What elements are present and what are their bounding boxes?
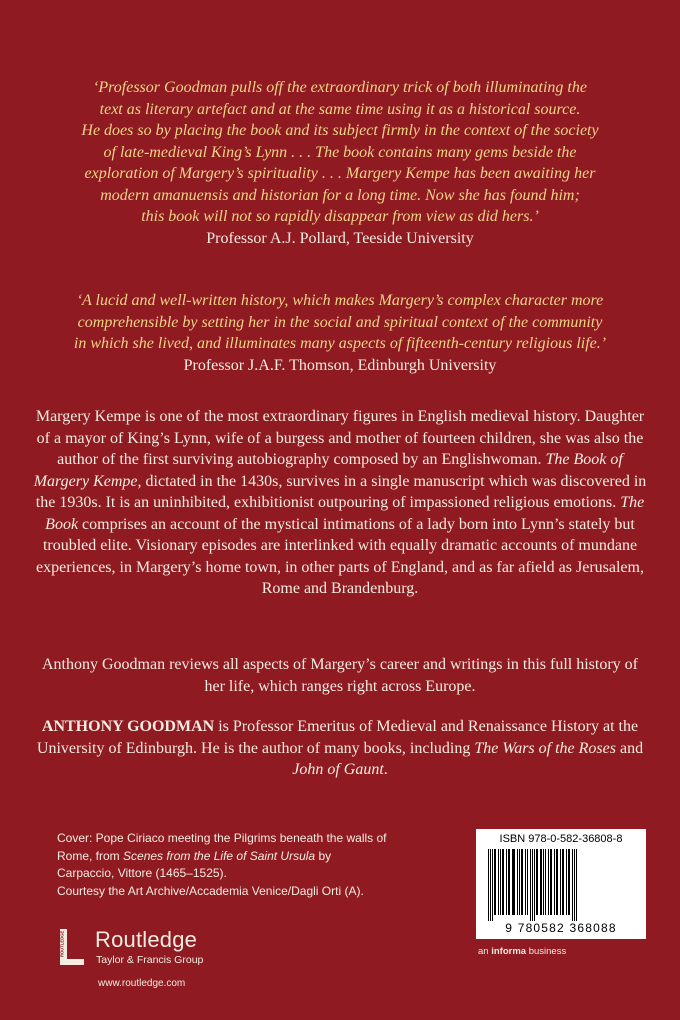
quote-line: in which she lived, and illuminates many aspects of fifteenth-century religious life.’ xyxy=(73,335,607,352)
text-run: Cover: Pope Ciriaco meeting the Pilgrims beneath the walls of Rome, from xyxy=(57,831,387,863)
book-title: The Book xyxy=(45,494,645,533)
barcode-bar xyxy=(536,849,538,915)
informa-tagline xyxy=(478,946,566,957)
quote-line: ‘A lucid and well-written history, which makes Margery’s complex character more xyxy=(76,292,604,309)
quote-line: of late-medieval King’s Lynn . . . The book contains many gems beside the xyxy=(103,143,577,161)
quote-attribution: Professor J.A.F. Thomson, Edinburgh University xyxy=(183,356,497,374)
barcode-bar xyxy=(532,849,533,921)
barcode-bar xyxy=(540,849,542,915)
isbn-label: ISBN 978-0-582-36808-8 xyxy=(499,833,623,845)
book-title: The Wars of the Roses xyxy=(474,739,616,757)
text-run: by Carpaccio, Vittore (1465–1525). xyxy=(57,848,332,880)
barcode-bar xyxy=(525,849,526,915)
routledge-mark-icon xyxy=(57,927,87,967)
summary-paragraph xyxy=(30,654,650,697)
quote-line: exploration of Margery’s spirituality . . . Margery Kempe has been awaiting her xyxy=(84,165,596,182)
barcode-bar xyxy=(506,849,507,915)
svg-text:ROUTLEDGE: ROUTLEDGE xyxy=(59,930,65,957)
informa-brand: informa xyxy=(491,946,527,957)
barcode-bar xyxy=(494,849,496,915)
barcode-bar xyxy=(576,849,577,921)
barcode-bar xyxy=(543,849,544,915)
text-run: Anthony Goodman reviews all aspects of Margery’s career and writings in this full history of her life, which ranges right across Europe. xyxy=(41,656,638,695)
barcode-bar xyxy=(545,849,546,915)
text-run: Margery Kempe is one of the most extraordinary figures in English medieval history. Daughter of a mayor of King’s Lynn, wife of a burgess and mother of fourteen children, she was also the author of the first surviving autobiography composed by an Englishwoman. xyxy=(35,408,645,468)
quote-line: He does so by placing the book and its subject firmly in the context of the society xyxy=(81,122,599,139)
text-run: Courtesy the Art Archive/Accademia Venice/Dagli Orti (A). xyxy=(57,883,364,898)
book-title: The Book of Margery Kempe, xyxy=(33,451,623,490)
barcode-bar xyxy=(521,849,523,915)
quote-line: this book will not so rapidly disappear from view as did hers.’ xyxy=(141,208,539,225)
barcode-bar xyxy=(530,849,531,921)
quote-attribution: Professor A.J. Pollard, Teeside University xyxy=(206,229,474,247)
publisher-name: Routledge xyxy=(95,927,198,952)
isbn-barcode xyxy=(476,829,646,939)
author-name: ANTHONY GOODMAN xyxy=(41,718,215,735)
barcode-bar xyxy=(500,849,501,915)
quote-line: text as literary artefact and at the same time using it as a historical source. xyxy=(99,100,581,118)
barcode-bar xyxy=(534,849,535,921)
quote-line: modern amanuensis and historian for a long time. Now she has found him; xyxy=(100,186,580,204)
review-quote-1 xyxy=(40,77,640,249)
author-bio xyxy=(30,716,650,781)
barcode-bar xyxy=(488,849,489,921)
barcode-bar xyxy=(502,849,504,915)
cover-credit xyxy=(57,830,387,900)
book-title: John of Gaunt xyxy=(292,761,384,778)
quote-line: ‘Professor Goodman pulls off the extraordinary trick of both illuminating the xyxy=(93,79,587,96)
text-run: dictated in the 1430s, survives in a single manuscript which was discovered in the 1930s. It is an uninhibited, exhibitionist outpouring of impassioned religious emotions. xyxy=(35,472,647,511)
quote-line: comprehensible by setting her in the social and spiritual context of the community xyxy=(77,313,603,331)
publisher-website[interactable]: www.routledge.com xyxy=(98,978,186,989)
barcode-bar xyxy=(566,849,567,915)
text-run: is Professor Emeritus of Medieval and Renaissance History at the University of Edinburgh. He is the author of many books, including xyxy=(36,718,639,757)
barcode-bar xyxy=(574,849,575,921)
barcode-digits: 9 780582 368088 xyxy=(505,921,617,935)
barcode-bar xyxy=(560,849,561,915)
text-run: an xyxy=(478,946,492,957)
barcode-bar xyxy=(498,849,499,915)
barcode-bar xyxy=(554,849,555,915)
publisher-group: Taylor & Francis Group xyxy=(96,954,204,966)
description-paragraph xyxy=(30,406,650,600)
artwork-title: Scenes from the Life of Saint Ursula xyxy=(123,848,316,863)
publisher-logo xyxy=(57,927,257,967)
barcode-bar xyxy=(550,849,552,915)
text-run: comprises an account of the mystical intimations of a lady born into Lynn’s stately but troubled elite. Visionary episodes are interlinked with equally dramatic accounts of mundane experiences, in Margery’s home town, in other parts of England, and as far afield as Jerusalem, Rome and Brandenburg. xyxy=(36,515,644,597)
barcode-bar xyxy=(490,849,491,921)
text-run: business xyxy=(526,946,567,957)
barcode-bar xyxy=(517,849,518,915)
barcode-bars xyxy=(484,849,638,921)
barcode-bar xyxy=(556,849,558,915)
barcode-bar xyxy=(572,849,573,921)
barcode-bar xyxy=(548,849,549,915)
barcode-bar xyxy=(562,849,564,915)
barcode-bar xyxy=(527,849,528,915)
review-quote-2 xyxy=(40,290,640,376)
barcode-bar xyxy=(519,849,520,915)
barcode-bar xyxy=(512,849,515,915)
text-run: and xyxy=(615,739,644,757)
text-run: . xyxy=(383,761,388,778)
barcode-bar xyxy=(508,849,510,915)
barcode-bar xyxy=(492,849,493,921)
barcode-bar xyxy=(568,849,570,915)
